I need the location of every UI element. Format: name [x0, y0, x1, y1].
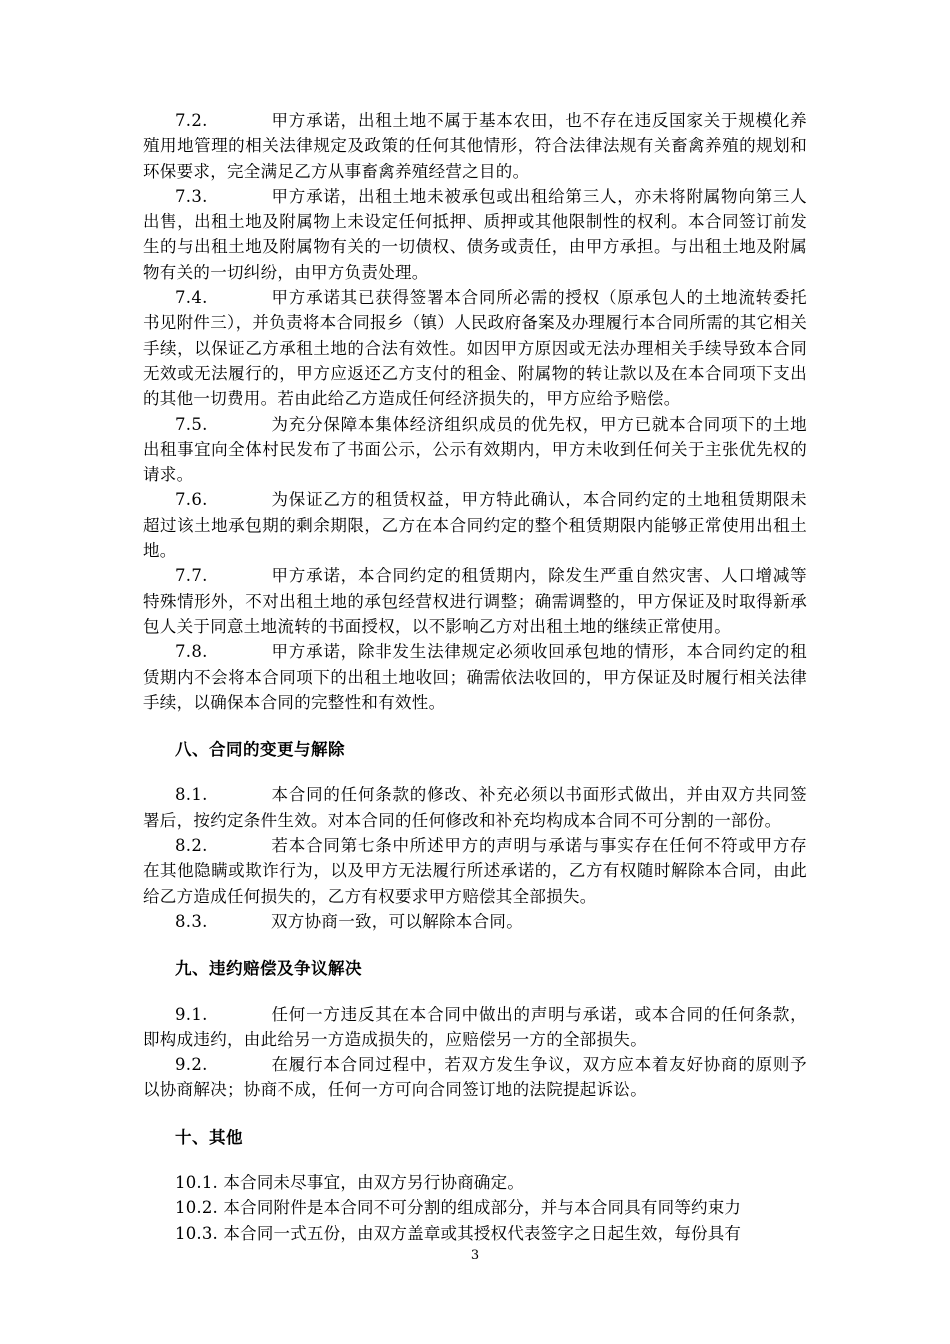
clause-9-2: [143, 1052, 807, 1103]
clause-text: 任何一方违反其在本合同中做出的声明与承诺，或本合同的任何条款，即构成违约，由此给另一方造成损失的，应赔偿另一方的全部损失。: [143, 1004, 807, 1049]
section-heading-9: 九、违约赔偿及争议解决: [175, 959, 362, 979]
clause-10-1: 10.1. 本合同未尽事宜，由双方另行协商确定。: [175, 1172, 525, 1192]
clause-8-1: [143, 782, 807, 833]
clause-number: 7.6.: [175, 490, 208, 510]
clause-number: 8.2.: [175, 836, 208, 856]
clause-number: 9.2.: [175, 1055, 208, 1075]
clause-number: 7.8.: [175, 642, 208, 662]
page-number: 3: [470, 1248, 480, 1263]
clause-number: 7.7.: [175, 566, 208, 586]
section-heading-10: 十、其他: [175, 1127, 243, 1147]
clause-7-8: [143, 639, 807, 715]
clause-text: 甲方承诺，出租土地不属于基本农田，也不存在违反国家关于规模化养殖用地管理的相关法律规定及政策的任何其他情形，符合法律法规有关畜禽养殖的规划和环保要求，完全满足乙方从事畜禽养殖经营之目的。: [143, 111, 807, 181]
clause-number: 9.1.: [175, 1004, 208, 1024]
clause-10-3: 10.3. 本合同一式五份，由双方盖章或其授权代表签字之日起生效，每份具有: [175, 1223, 742, 1243]
clause-7-5: [143, 412, 807, 488]
clause-text: 甲方承诺，出租土地未被承包或出租给第三人，亦未将附属物向第三人出售，出租土地及附属物上未设定任何抵押、质押或其他限制性的权利。本合同签订前发生的与出租土地及附属物有关的一切债权、债务或责任，由甲方承担。与出租土地及附属物有关的一切纠纷，由甲方负责处理。: [143, 186, 807, 282]
clause-8-3: [143, 909, 807, 934]
clause-text: 为充分保障本集体经济组织成员的优先权，甲方已就本合同项下的土地出租事宜向全体村民发布了书面公示，公示有效期内，甲方未收到任何关于主张优先权的请求。: [143, 414, 807, 485]
clause-7-2: [143, 108, 807, 184]
clause-number: 8.3.: [175, 911, 208, 931]
clause-number: 7.2.: [175, 111, 208, 130]
section-heading-8: 八、合同的变更与解除: [175, 740, 345, 760]
document-page: [143, 108, 807, 1246]
clause-7-7: [143, 563, 807, 639]
clause-text: 甲方承诺，本合同约定的租赁期内，除发生严重自然灾害、人口增减等特殊情形外，不对出租土地的承包经营权进行调整；确需调整的，甲方保证及时取得新承包人关于同意土地流转的书面授权，以不影响乙方对出租土地的继续正常使用。: [143, 566, 807, 636]
clause-text: 甲方承诺其已获得签署本合同所必需的授权（原承包人的土地流转委托书见附件三），并负责将本合同报乡（镇）人民政府备案及办理履行本合同所需的其它相关手续，以保证乙方承租土地的合法有效性。如因甲方原因或无法办理相关手续导致本合同无效或无法履行的，甲方应返还乙方支付的租金、附属物的转让款以及在本合同项下支出的其他一切费用。若由此给乙方造成任何经济损失的，甲方应给予赔偿。: [143, 288, 807, 409]
clause-9-1: [143, 1002, 807, 1053]
clause-text: 在履行本合同过程中，若双方发生争议，双方应本着友好协商的原则予以协商解决；协商不成，任何一方可向合同签订地的法院提起诉讼。: [143, 1055, 807, 1100]
clause-text: 若本合同第七条中所述甲方的声明与承诺与事实存在任何不符或甲方存在其他隐瞒或欺诈行为，以及甲方无法履行所述承诺的，乙方有权随时解除本合同，由此给乙方造成任何损失的，乙方有权要求甲方赔偿其全部损失。: [143, 836, 807, 906]
clause-7-4: [143, 285, 807, 411]
clause-number: 7.4.: [175, 288, 208, 308]
clause-number: 7.5.: [175, 414, 208, 434]
clause-text: 为保证乙方的租赁权益，甲方特此确认，本合同约定的土地租赁期限未超过该土地承包期的剩余期限，乙方在本合同约定的整个租赁期限内能够正常使用出租土地。: [143, 490, 807, 561]
clause-number: 7.3.: [175, 186, 208, 206]
clause-text: 甲方承诺，除非发生法律规定必须收回承包地的情形，本合同约定的租赁期内不会将本合同项下的出租土地收回；确需依法收回的，甲方保证及时履行相关法律手续，以确保本合同的完整性和有效性。: [143, 642, 807, 712]
clause-text: 本合同的任何条款的修改、补充必须以书面形式做出，并由双方共同签署后，按约定条件生效。对本合同的任何修改和补充均构成本合同不可分割的一部份。: [143, 785, 807, 830]
clause-text: 双方协商一致，可以解除本合同。: [271, 911, 523, 931]
clause-10-2: 10.2. 本合同附件是本合同不可分割的组成部分，并与本合同具有同等约束力: [175, 1198, 742, 1218]
clause-number: 8.1.: [175, 785, 208, 805]
clause-8-2: [143, 833, 807, 909]
clause-7-6: [143, 487, 807, 563]
clause-7-3: [143, 184, 807, 285]
